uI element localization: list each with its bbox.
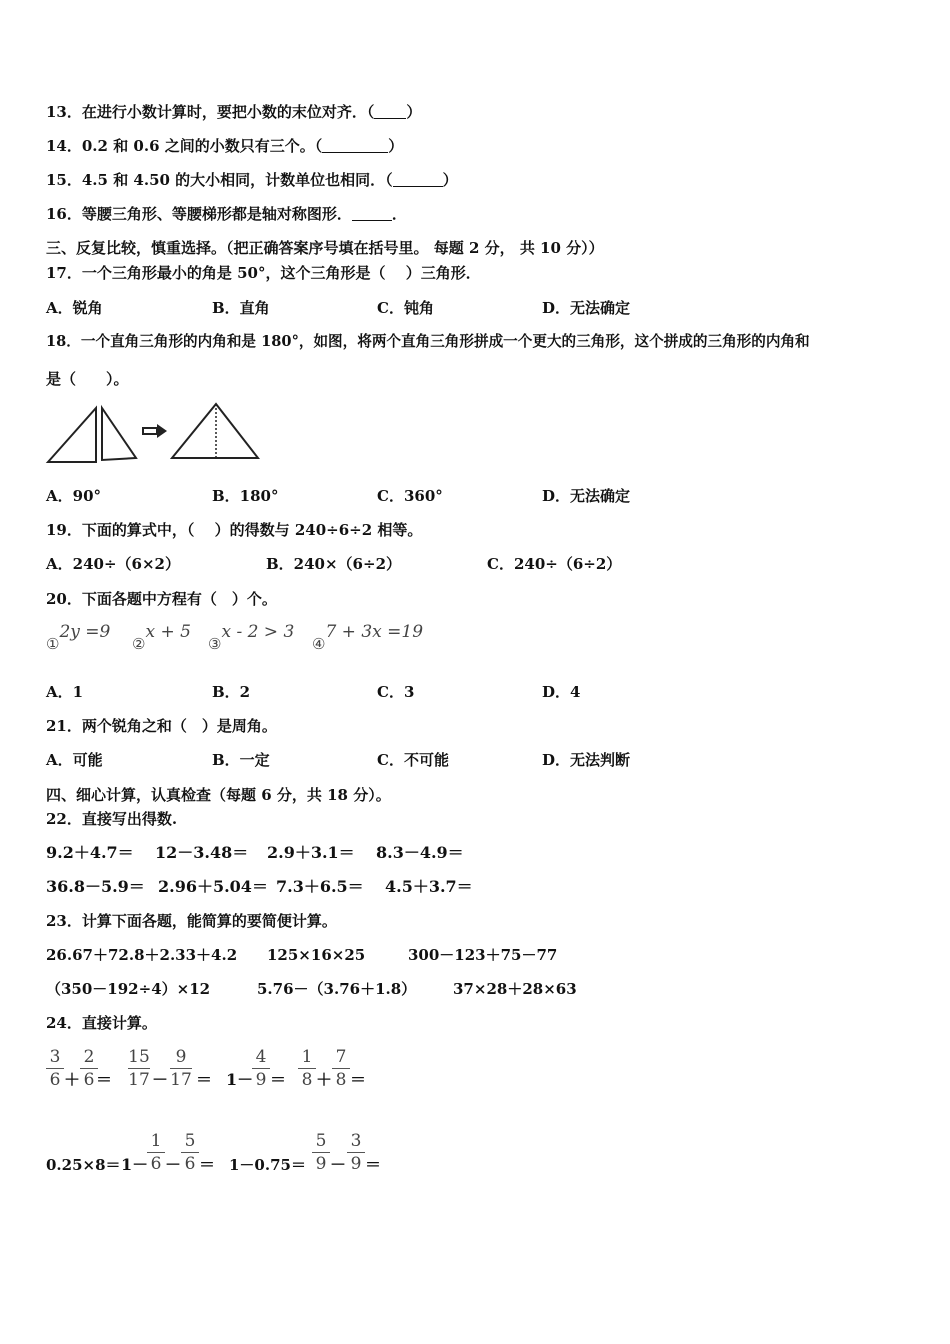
option-c[interactable]: C．360° bbox=[377, 487, 443, 505]
equals-sign: ＝ bbox=[196, 1070, 213, 1089]
calc-item: 1－0.75＝ bbox=[229, 1156, 306, 1174]
right-triangle-left bbox=[48, 408, 96, 462]
question-21: 21．两个锐角之和（ ）是周角。 bbox=[46, 717, 277, 735]
calc-prefix: 1－ bbox=[226, 1070, 254, 1089]
equation-item-4: ④7 + 3x =19 bbox=[312, 622, 424, 653]
fraction: 4 9 bbox=[252, 1047, 270, 1090]
triangle-figure bbox=[44, 400, 260, 466]
equals-sign: ＝ bbox=[365, 1155, 382, 1174]
question-18-line-2: 是（ ）。 bbox=[46, 370, 129, 388]
option-a[interactable]: A．240÷（6×2） bbox=[46, 555, 180, 573]
option-b[interactable]: B．直角 bbox=[212, 299, 270, 317]
calc-item: 4.5＋3.7＝ bbox=[385, 877, 473, 896]
calc-item: 2.96＋5.04＝ bbox=[158, 877, 268, 896]
question-17: 17．一个三角形最小的角是 50°，这个三角形是（ ）三角形． bbox=[46, 264, 481, 282]
calc-item: 300－123＋75－77 bbox=[408, 946, 558, 964]
calc-item: 9.2＋4.7＝ bbox=[46, 843, 134, 862]
option-c[interactable]: C．钝角 bbox=[377, 299, 434, 317]
option-a[interactable]: A．90° bbox=[46, 487, 102, 505]
question-23: 23．计算下面各题，能简算的要简便计算。 bbox=[46, 912, 337, 930]
option-b[interactable]: B．180° bbox=[212, 487, 279, 505]
question-15: 15．4.5 和 4.50 的大小相同，计数单位也相同．（ ） bbox=[46, 171, 458, 189]
fraction: 7 8 bbox=[332, 1047, 350, 1090]
operator: － bbox=[152, 1070, 169, 1089]
answer-blank[interactable] bbox=[374, 104, 406, 119]
calc-item: 8.3－4.9＝ bbox=[376, 843, 464, 862]
equation-item-1: ①2y =9 bbox=[46, 622, 111, 653]
answer-blank[interactable] bbox=[352, 206, 392, 221]
option-a[interactable]: A．锐角 bbox=[46, 299, 103, 317]
question-24: 24．直接计算。 bbox=[46, 1014, 157, 1032]
option-b[interactable]: B．240×（6÷2） bbox=[266, 555, 402, 573]
option-d[interactable]: D．无法确定 bbox=[542, 487, 631, 505]
option-a[interactable]: A．可能 bbox=[46, 751, 103, 769]
calc-item: 12－3.48＝ bbox=[155, 843, 249, 862]
fraction: 9 17 bbox=[170, 1047, 192, 1090]
option-b[interactable]: B．一定 bbox=[212, 751, 270, 769]
calc-item: 125×16×25 bbox=[267, 946, 366, 964]
equals-sign: ＝ bbox=[270, 1070, 287, 1089]
right-triangle-right bbox=[102, 408, 136, 460]
equals-sign: ＝ bbox=[199, 1155, 216, 1174]
equals-sign: ＝ bbox=[96, 1070, 113, 1089]
option-d[interactable]: D．无法确定 bbox=[542, 299, 631, 317]
fraction: 5 9 bbox=[312, 1131, 330, 1174]
operator: － bbox=[165, 1155, 182, 1174]
option-b[interactable]: B．2 bbox=[212, 683, 251, 701]
calc-item: 2.9＋3.1＝ bbox=[267, 843, 355, 862]
fraction: 5 6 bbox=[181, 1131, 199, 1174]
section-4-heading: 四、细心计算，认真检查（每题 6 分，共 18 分）。 bbox=[46, 786, 391, 804]
calc-item: 37×28＋28×63 bbox=[453, 980, 577, 998]
question-20: 20．下面各题中方程有（ ）个。 bbox=[46, 590, 277, 608]
operator: － bbox=[330, 1155, 347, 1174]
arrow-right-icon bbox=[143, 424, 167, 438]
equation-item-2: ②x + 5 bbox=[132, 622, 191, 653]
calc-item: （350－192÷4）×12 bbox=[46, 980, 211, 998]
question-14: 14．0.2 和 0.6 之间的小数只有三个。（ ） bbox=[46, 137, 404, 155]
fraction: 3 6 bbox=[46, 1047, 64, 1090]
option-c[interactable]: C．3 bbox=[377, 683, 415, 701]
fraction: 3 9 bbox=[347, 1131, 365, 1174]
operator: ＋ bbox=[316, 1070, 333, 1089]
calc-item: 7.3＋6.5＝ bbox=[276, 877, 364, 896]
question-18-line-1: 18．一个直角三角形的内角和是 180°，如图，将两个直角三角形拼成一个更大的三角形，这个拼成的三角形的内角和 bbox=[46, 333, 810, 350]
calc-prefix: 1－ bbox=[121, 1155, 149, 1174]
calc-item: 36.8－5.9＝ bbox=[46, 877, 145, 896]
equals-sign: ＝ bbox=[350, 1070, 367, 1089]
answer-blank[interactable] bbox=[322, 138, 388, 153]
question-16: 16．等腰三角形、等腰梯形都是轴对称图形． ． bbox=[46, 205, 407, 223]
section-3-heading: 三、反复比较，慎重选择。（把正确答案序号填在括号里。 每题 2 分， 共 10 分）） bbox=[46, 239, 604, 257]
fraction: 15 17 bbox=[128, 1047, 150, 1090]
option-d[interactable]: D．无法判断 bbox=[542, 751, 631, 769]
question-22: 22．直接写出得数. bbox=[46, 810, 178, 828]
calc-item: 5.76－（3.76＋1.8） bbox=[257, 980, 417, 998]
question-19: 19．下面的算式中，（ ）的得数与 240÷6÷2 相等。 bbox=[46, 521, 423, 539]
answer-blank[interactable] bbox=[393, 172, 443, 187]
question-13: 13．在进行小数计算时，要把小数的末位对齐．（ ） bbox=[46, 103, 422, 121]
option-a[interactable]: A．1 bbox=[46, 683, 84, 701]
option-c[interactable]: C．240÷（6÷2） bbox=[487, 555, 622, 573]
equation-item-3: ③x - 2 > 3 bbox=[208, 622, 295, 653]
calc-item: 0.25×8＝ bbox=[46, 1156, 121, 1174]
fraction: 2 6 bbox=[80, 1047, 98, 1090]
fraction: 1 8 bbox=[298, 1047, 316, 1090]
operator: ＋ bbox=[64, 1070, 81, 1089]
option-d[interactable]: D．4 bbox=[542, 683, 581, 701]
option-c[interactable]: C．不可能 bbox=[377, 751, 449, 769]
fraction: 1 6 bbox=[147, 1131, 165, 1174]
calc-item: 26.67＋72.8＋2.33＋4.2 bbox=[46, 946, 238, 964]
combined-triangle bbox=[172, 404, 258, 458]
